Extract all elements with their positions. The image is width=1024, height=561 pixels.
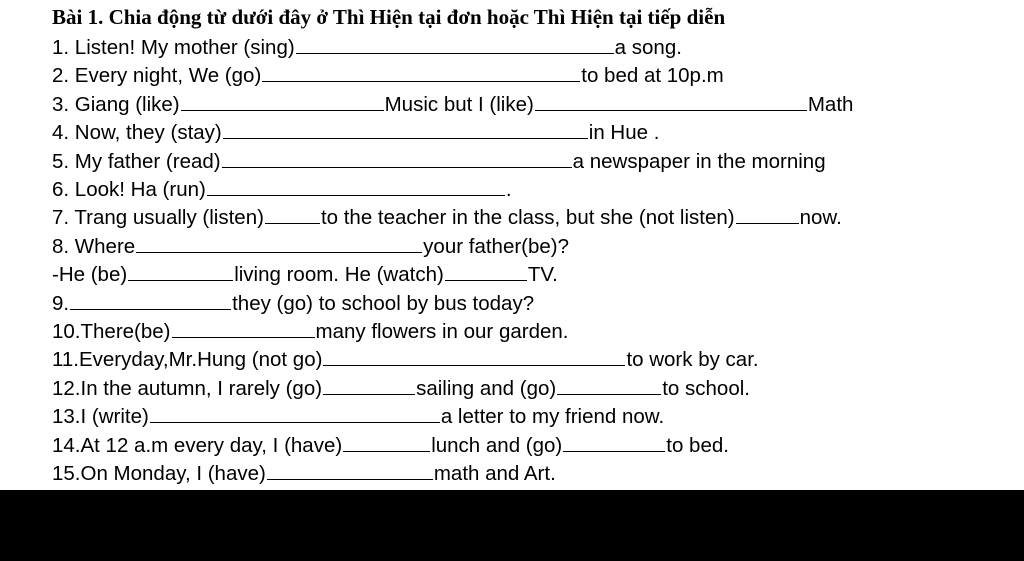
exercise-line-11 bbox=[52, 318, 568, 345]
answer-blank[interactable] bbox=[296, 34, 614, 54]
exercise-line-10 bbox=[52, 290, 534, 317]
exercise-line-5 bbox=[52, 148, 826, 175]
answer-blank[interactable] bbox=[136, 233, 422, 253]
answer-blank[interactable] bbox=[181, 91, 384, 111]
answer-blank[interactable] bbox=[207, 176, 505, 196]
line-text: 3. Giang (like) bbox=[52, 92, 180, 116]
line-text: to the teacher in the class, but she (not listen) bbox=[320, 206, 735, 230]
line-text: 15.On Monday, I (have) bbox=[52, 462, 266, 485]
answer-blank[interactable] bbox=[736, 204, 799, 224]
answer-blank[interactable] bbox=[222, 148, 572, 168]
line-text: 4. Now, they (stay) bbox=[52, 121, 222, 145]
answer-blank[interactable] bbox=[343, 432, 430, 452]
line-text: lunch and (go) bbox=[431, 433, 563, 457]
line-text: 11.Everyday,Mr.Hung (not go) bbox=[52, 348, 323, 372]
exercise-line-9 bbox=[52, 261, 558, 288]
line-text: 10.There(be) bbox=[52, 320, 171, 343]
exercise-line-1 bbox=[52, 34, 682, 61]
answer-blank[interactable] bbox=[535, 91, 807, 111]
line-text: Music but I (like) bbox=[384, 92, 534, 116]
line-text: math and Art. bbox=[433, 462, 556, 485]
exercise-line-4 bbox=[52, 119, 659, 146]
line-text: in Hue . bbox=[588, 121, 660, 145]
answer-blank[interactable] bbox=[563, 432, 665, 452]
exercise-line-16 bbox=[52, 460, 556, 487]
line-text: to bed at 10p.m bbox=[581, 64, 724, 88]
line-text: sailing and (go) bbox=[416, 376, 557, 400]
answer-blank[interactable] bbox=[445, 261, 527, 281]
exercise-line-8 bbox=[52, 233, 569, 260]
line-text: a song. bbox=[614, 36, 682, 59]
answer-blank[interactable] bbox=[267, 460, 433, 480]
exercise-title: Bài 1. Chia động từ dưới đây ở Thì Hiện tại đơn hoặc Thì Hiện tại tiếp diễn bbox=[52, 5, 726, 29]
exercise-line-2 bbox=[52, 62, 724, 89]
answer-blank[interactable] bbox=[262, 62, 580, 82]
line-text: they (go) to school by bus today? bbox=[232, 291, 535, 315]
line-text: a letter to my friend now. bbox=[440, 405, 665, 429]
answer-blank[interactable] bbox=[70, 290, 231, 310]
line-text: now. bbox=[799, 206, 842, 230]
answer-blank[interactable] bbox=[265, 204, 320, 224]
line-text: Math bbox=[807, 92, 854, 116]
exercise-line-15 bbox=[52, 432, 729, 459]
line-text: 13.I (write) bbox=[52, 405, 149, 429]
line-text: many flowers in our garden. bbox=[315, 320, 569, 343]
line-text: a newspaper in the morning bbox=[572, 149, 826, 173]
answer-blank[interactable] bbox=[557, 375, 661, 395]
black-bottom-bar bbox=[0, 490, 1024, 561]
answer-blank[interactable] bbox=[323, 375, 415, 395]
line-text: 7. Trang usually (listen) bbox=[52, 206, 264, 230]
line-text: 14.At 12 a.m every day, I (have) bbox=[52, 433, 343, 457]
exercise-line-3 bbox=[52, 91, 853, 118]
exercise-line-13 bbox=[52, 375, 750, 402]
exercise-line-7 bbox=[52, 204, 842, 231]
line-text: 8. Where bbox=[52, 234, 136, 258]
line-text: 12.In the autumn, I rarely (go) bbox=[52, 376, 323, 400]
answer-blank[interactable] bbox=[323, 346, 625, 366]
line-text: to work by car. bbox=[626, 348, 759, 372]
line-text: 1. Listen! My mother (sing) bbox=[52, 36, 295, 59]
answer-blank[interactable] bbox=[172, 318, 315, 338]
line-text: 6. Look! Ha (run) bbox=[52, 178, 206, 201]
line-text: TV. bbox=[527, 263, 558, 287]
line-text: your father(be)? bbox=[423, 234, 570, 258]
line-text: living room. He (watch) bbox=[234, 263, 444, 287]
answer-blank[interactable] bbox=[223, 119, 588, 139]
answer-blank[interactable] bbox=[128, 261, 233, 281]
line-text: . bbox=[505, 178, 512, 201]
exercise-line-14 bbox=[52, 403, 664, 430]
line-text: to bed. bbox=[666, 433, 729, 457]
exercise-line-6 bbox=[52, 176, 512, 203]
answer-blank[interactable] bbox=[150, 403, 440, 423]
line-text: 2. Every night, We (go) bbox=[52, 64, 262, 88]
line-text: -He (be) bbox=[52, 263, 128, 287]
line-text: to school. bbox=[662, 376, 750, 400]
line-text: 9. bbox=[52, 291, 70, 315]
exercise-line-12 bbox=[52, 346, 759, 373]
line-text: 5. My father (read) bbox=[52, 149, 221, 173]
